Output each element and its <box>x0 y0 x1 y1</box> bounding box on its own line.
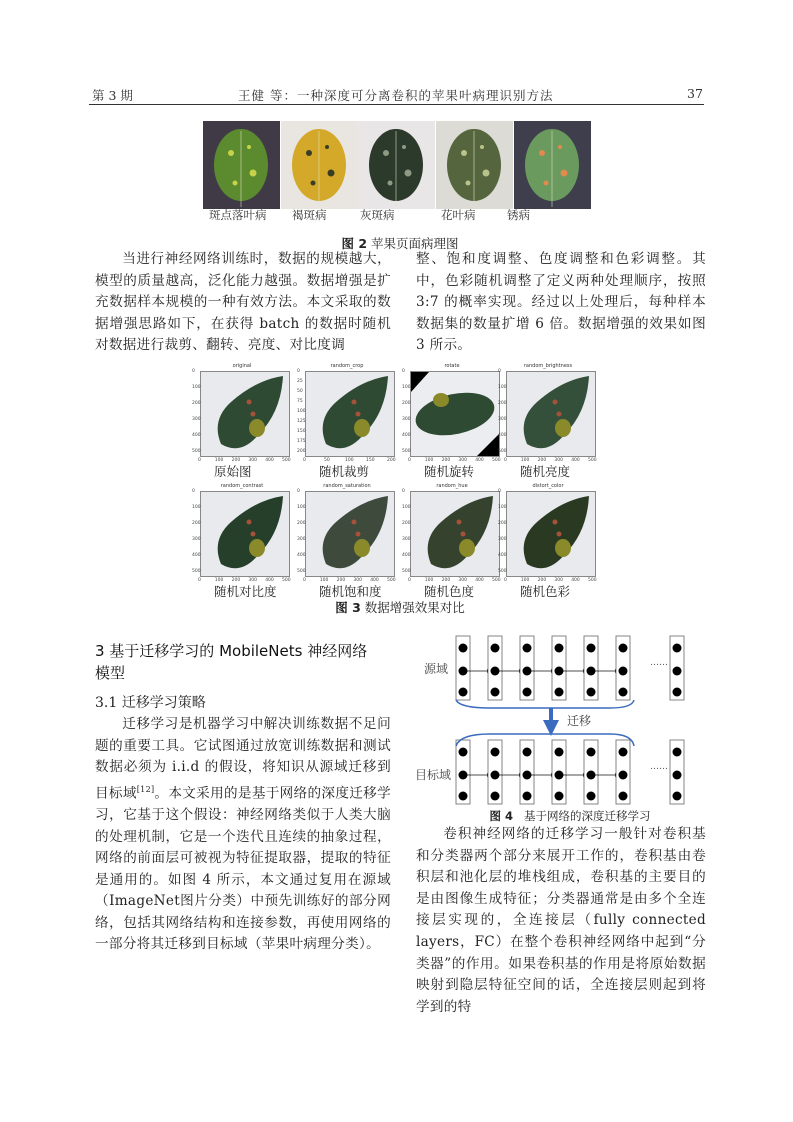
source-neuron <box>523 644 532 653</box>
y-tick-label: 100 <box>297 505 306 510</box>
subplot-title: random_contrast <box>220 483 264 489</box>
y-tick-label: 400 <box>402 433 411 438</box>
target-neuron <box>555 771 564 780</box>
lesion <box>354 539 370 557</box>
figure-4-caption <box>470 808 670 824</box>
leaf-label: 花叶病 <box>441 208 476 222</box>
y-tick-label: 0 <box>498 489 501 494</box>
y-tick-label: 500 <box>402 569 411 574</box>
y-tick-label: 400 <box>297 553 306 558</box>
subplot-label: 随机对比度 <box>214 584 277 599</box>
x-tick-label: 300 <box>248 578 257 583</box>
spot <box>557 412 562 417</box>
x-tick-label: 400 <box>265 458 274 463</box>
spot <box>251 532 256 537</box>
x-tick-label: 300 <box>353 578 362 583</box>
source-neuron <box>459 688 468 697</box>
leaf-spot <box>558 145 562 149</box>
x-tick-label: 100 <box>214 578 224 583</box>
y-tick-label: 100 <box>192 505 201 510</box>
leaf-spot <box>483 170 490 177</box>
spot <box>356 532 361 537</box>
paragraph-transfer-learning <box>95 714 391 956</box>
y-tick-label: 500 <box>498 569 507 574</box>
augmentation-subplot <box>402 363 502 479</box>
target-neuron <box>459 748 468 757</box>
subplot-image <box>305 371 395 457</box>
target-neuron <box>673 771 682 780</box>
y-tick-label: 400 <box>498 553 507 558</box>
x-tick-label: 500 <box>282 578 291 583</box>
y-tick-label: 500 <box>192 569 201 574</box>
lesion <box>459 539 475 557</box>
leaf-photo <box>203 121 280 209</box>
leaf-label: 灰斑病 <box>360 208 395 222</box>
leaf-shape <box>524 496 589 568</box>
y-tick-label: 100 <box>402 505 411 510</box>
target-neuron <box>555 792 564 801</box>
x-tick-label: 400 <box>571 578 580 583</box>
augmentation-subplot <box>192 363 292 479</box>
paragraph-text-b: 。本文采用的是基于网络的深度迁移学习，它基于这个假设：神经网络类似于人类大脑的处理机制，它是一个迭代且连续的抽象过程，网络的前面层可被视为特征提取器，提取的特征是通用的。如图 4 所示，本文通过复用在源域（ImageNet图片分类）中预先训练好的部分网络，包括其网络结构和连接参数，再使用网络的一部分将其迁移到目标域（苹果叶病理分类）。 <box>95 785 391 953</box>
lesion <box>555 539 571 557</box>
y-tick-label: 175 <box>297 439 306 444</box>
y-tick-label: 300 <box>192 537 201 542</box>
y-tick-label: 300 <box>498 537 507 542</box>
citation-ref[interactable]: [12] <box>136 784 155 794</box>
issue-number: 第 3 期 <box>92 88 133 103</box>
target-neuron <box>673 748 682 757</box>
source-neuron <box>619 667 628 676</box>
x-tick-label: 100 <box>520 578 530 583</box>
y-tick-label: 0 <box>498 369 501 374</box>
y-tick-label: 0 <box>192 369 195 374</box>
x-tick-label: 400 <box>370 578 379 583</box>
leaf-spot <box>388 181 393 186</box>
x-tick-label: 100 <box>424 578 434 583</box>
page-number: 37 <box>687 86 703 101</box>
source-neuron <box>587 667 596 676</box>
source-neuron <box>459 667 468 676</box>
y-tick-label: 150 <box>297 429 306 434</box>
leaf-label: 褐斑病 <box>292 208 327 222</box>
leaf-spot <box>480 145 484 149</box>
subplot-label: 原始图 <box>214 464 252 479</box>
subplot-image <box>410 371 500 457</box>
leaf-spot <box>561 170 568 177</box>
source-neuron <box>555 667 564 676</box>
spot <box>352 520 357 525</box>
leaf-spot <box>306 150 312 156</box>
leaf-spot <box>383 150 389 156</box>
x-tick-label: 100 <box>424 458 434 463</box>
augmentation-subplot <box>402 483 502 599</box>
lesion <box>555 419 571 437</box>
y-tick-label: 0 <box>192 489 195 494</box>
subplot-label: 随机裁剪 <box>319 464 370 479</box>
spot <box>557 532 562 537</box>
x-tick-label: 0 <box>504 458 507 463</box>
x-tick-label: 100 <box>345 458 354 463</box>
y-tick-label: 500 <box>192 449 201 454</box>
subplot-label: 随机亮度 <box>520 464 571 479</box>
x-tick-label: 0 <box>303 578 306 583</box>
y-tick-label: 300 <box>402 537 411 542</box>
source-neuron <box>587 688 596 697</box>
augmentation-subplot <box>498 483 598 599</box>
x-tick-label: 0 <box>408 458 411 463</box>
y-tick-label: 500 <box>297 569 306 574</box>
x-tick-label: 0 <box>198 578 201 583</box>
y-tick-label: 300 <box>297 537 306 542</box>
target-neuron <box>491 748 500 757</box>
paragraph-text: 卷积神经网络的迁移学习一般针对卷积基和分类器两个部分来展开工作的，卷积基由卷积层和池化层的堆栈组成，卷积基的主要目的是由图像生成特征；分类器通常是由多个全连接层实现的，全连接层（fully connected layers，FC）在整个卷积神经网络中起到“分类器”的作用。如果卷积基的作用是将原始数据映射到隐层特征空间的话，全连接层则起到将学到的特 <box>416 826 706 1015</box>
running-title: 王健 等：一种深度可分离卷积的苹果叶病理识别方法 <box>238 88 554 103</box>
target-neuron <box>673 792 682 801</box>
x-tick-label: 300 <box>458 458 467 463</box>
figure-4 <box>410 628 710 823</box>
spot <box>356 412 361 417</box>
target-ellipsis: …… <box>650 762 668 772</box>
paragraph-text: 当进行神经网络训练时，数据的规模越大，模型的质量越高，泛化能力越强。数据增强是扩充数据样本规模的一种有效方法。本文采取的数据增强思路如下，在获得 batch 的数据时随机对数据进行裁剪、翻转、亮度、对比度调 <box>95 251 391 354</box>
lesion <box>249 539 265 557</box>
x-tick-label: 200 <box>231 578 241 583</box>
x-tick-label: 100 <box>520 458 530 463</box>
x-tick-label: 150 <box>366 458 375 463</box>
target-neuron <box>523 792 532 801</box>
source-neuron <box>523 688 532 697</box>
spot <box>553 400 558 405</box>
paragraph-data-augmentation-left <box>95 249 391 357</box>
leaf-spot <box>325 145 329 149</box>
leaf-shape <box>323 376 388 448</box>
source-ellipsis: …… <box>650 658 668 668</box>
y-tick-label: 400 <box>402 553 411 558</box>
y-tick-label: 300 <box>402 417 411 422</box>
y-tick-label: 500 <box>498 449 507 454</box>
leaf-spot <box>228 150 234 156</box>
y-tick-label: 400 <box>498 433 507 438</box>
x-tick-label: 400 <box>265 578 274 583</box>
leaf-label: 锈病 <box>507 208 530 222</box>
figure-3-caption <box>250 598 550 616</box>
x-tick-label: 500 <box>282 458 291 463</box>
target-neuron <box>587 748 596 757</box>
augmentation-subplot <box>498 363 598 479</box>
leaf-photo <box>358 121 435 209</box>
figure-4-number: 图 4 <box>489 809 514 823</box>
y-tick-label: 200 <box>498 401 507 406</box>
subplot-image <box>200 491 290 577</box>
target-neuron <box>619 771 628 780</box>
y-tick-label: 200 <box>297 449 306 454</box>
source-neuron <box>673 688 682 697</box>
subsection-3-1-heading: 3.1 迁移学习策略 <box>95 695 206 711</box>
subplot-label: 随机色度 <box>424 584 475 599</box>
target-neuron <box>459 771 468 780</box>
y-tick-label: 0 <box>402 369 405 374</box>
x-tick-label: 500 <box>492 578 501 583</box>
target-neuron <box>587 771 596 780</box>
source-neuron <box>555 688 564 697</box>
x-tick-label: 100 <box>214 458 224 463</box>
subplot-title: random_brightness <box>523 363 573 369</box>
y-tick-label: 100 <box>192 385 201 390</box>
header-rule <box>89 104 704 105</box>
y-tick-label: 200 <box>192 401 201 406</box>
target-neuron <box>523 771 532 780</box>
y-tick-label: 200 <box>192 521 201 526</box>
subplot-title: random_hue <box>436 483 468 489</box>
x-tick-label: 400 <box>571 458 580 463</box>
leaf-photo <box>514 121 591 209</box>
augmentation-subplot <box>192 483 292 599</box>
source-neuron <box>619 688 628 697</box>
y-tick-label: 200 <box>498 521 507 526</box>
section-3-heading-line1: 3 基于迁移学习的 MobileNets 神经网络 <box>95 642 368 660</box>
leaf-shape <box>524 376 589 448</box>
paragraph-data-augmentation-right <box>416 249 706 357</box>
source-neuron <box>619 644 628 653</box>
subplot-image <box>305 491 395 577</box>
target-neuron <box>619 792 628 801</box>
source-neuron <box>491 644 500 653</box>
leaf-spot <box>311 181 316 186</box>
x-tick-label: 200 <box>336 578 346 583</box>
source-neuron <box>587 644 596 653</box>
target-neuron <box>491 771 500 780</box>
spot <box>247 520 252 525</box>
leaf-spot <box>461 150 467 156</box>
subplot-title: random_saturation <box>323 483 371 489</box>
y-tick-label: 400 <box>192 553 201 558</box>
target-neuron <box>523 748 532 757</box>
x-tick-label: 500 <box>588 578 597 583</box>
subplot-image <box>506 371 596 457</box>
x-tick-label: 200 <box>537 578 547 583</box>
paragraph-text-a: 迁移学习是机器学习中解决训练数据不足问题的重要工具。它试图通过放宽训练数据和测试数据必须为 i.i.d 的假设，将知识从源域迁移到目标域 <box>95 716 391 802</box>
y-tick-label: 100 <box>498 385 507 390</box>
x-tick-label: 300 <box>248 458 257 463</box>
subplot-image <box>506 491 596 577</box>
leaf-spot <box>405 170 412 177</box>
x-tick-label: 0 <box>303 458 306 463</box>
source-neuron <box>673 667 682 676</box>
x-tick-label: 300 <box>554 458 563 463</box>
y-tick-label: 0 <box>297 369 300 374</box>
section-3-heading-line2: 模型 <box>95 664 126 682</box>
spot <box>461 532 466 537</box>
source-neuron <box>491 688 500 697</box>
leaf-spot <box>250 170 257 177</box>
y-tick-label: 100 <box>498 505 507 510</box>
figure-4-text: 基于网络的深度迁移学习 <box>523 809 651 823</box>
subplot-title: rotate <box>444 363 460 369</box>
transfer-label: 迁移 <box>567 714 592 728</box>
target-brace <box>456 734 634 746</box>
lesion <box>354 419 370 437</box>
target-domain-label: 目标域 <box>415 768 452 782</box>
paragraph-cnn-transfer <box>416 824 706 1018</box>
leaf-spot <box>233 181 238 186</box>
x-tick-label: 100 <box>319 578 329 583</box>
source-domain-label: 源域 <box>424 662 449 676</box>
y-tick-label: 300 <box>192 417 201 422</box>
subplot-title: distort_color <box>532 483 564 489</box>
figure-3-number: 图 3 <box>335 600 361 615</box>
target-neuron <box>587 792 596 801</box>
source-neuron <box>491 667 500 676</box>
x-tick-label: 400 <box>475 578 484 583</box>
leaf-shape <box>323 496 388 568</box>
lesion <box>249 419 265 437</box>
y-tick-label: 100 <box>402 385 411 390</box>
leaf-spot <box>247 145 251 149</box>
augmentation-subplot <box>297 483 397 599</box>
spot <box>352 400 357 405</box>
leaf-spot <box>328 170 335 177</box>
source-neuron <box>523 667 532 676</box>
y-tick-label: 100 <box>297 409 306 414</box>
y-tick-label: 200 <box>402 521 411 526</box>
subplot-image <box>410 491 500 577</box>
y-tick-label: 200 <box>297 521 306 526</box>
leaf-shape <box>218 496 283 568</box>
target-neuron <box>619 748 628 757</box>
subplot-image <box>200 371 290 457</box>
paragraph-text: 整、饱和度调整、色度调整和色彩调整。其中，色彩随机调整了定义两种处理顺序，按照 3:7 的概率实现。经过以上处理后，每种样本数据集的数量扩增 6 倍。数据增强的效果如图 3 所示。 <box>416 251 706 354</box>
subplot-title: original <box>232 363 252 369</box>
leaf-label: 斑点落叶病 <box>209 208 267 222</box>
subplot-label: 随机旋转 <box>424 464 475 479</box>
target-neuron <box>491 792 500 801</box>
y-tick-label: 75 <box>297 399 303 404</box>
x-tick-label: 0 <box>408 578 411 583</box>
source-brace <box>456 700 634 708</box>
y-tick-label: 0 <box>297 489 300 494</box>
x-tick-label: 200 <box>537 458 547 463</box>
y-tick-label: 400 <box>192 433 201 438</box>
y-tick-label: 200 <box>402 401 411 406</box>
x-tick-label: 500 <box>387 578 396 583</box>
x-tick-label: 200 <box>441 458 451 463</box>
spot <box>457 520 462 525</box>
leaf-photo <box>436 121 513 209</box>
leaf-spot <box>544 181 549 186</box>
target-neuron <box>555 748 564 757</box>
subplot-label: 随机饱和度 <box>319 584 382 599</box>
source-neuron <box>555 644 564 653</box>
leaf-shape <box>428 496 493 568</box>
source-neuron <box>673 644 682 653</box>
leaf-photo <box>281 121 358 209</box>
y-tick-label: 125 <box>297 419 306 424</box>
section-3-heading <box>95 640 395 684</box>
x-tick-label: 200 <box>231 458 241 463</box>
x-tick-label: 300 <box>554 578 563 583</box>
spot <box>247 400 252 405</box>
x-tick-label: 400 <box>475 458 484 463</box>
y-tick-label: 50 <box>297 389 303 394</box>
x-tick-label: 300 <box>458 578 467 583</box>
y-tick-label: 500 <box>402 449 411 454</box>
augmentation-subplot <box>297 363 397 479</box>
x-tick-label: 500 <box>588 458 597 463</box>
target-neuron <box>459 792 468 801</box>
x-tick-label: 500 <box>492 458 501 463</box>
source-neuron <box>459 644 468 653</box>
subplot-title: random_crop <box>330 363 364 369</box>
y-tick-label: 0 <box>402 489 405 494</box>
y-tick-label: 300 <box>498 417 507 422</box>
figure-3-text: 数据增强效果对比 <box>364 600 465 615</box>
x-tick-label: 200 <box>387 458 396 463</box>
leaf-spot <box>466 181 471 186</box>
spot <box>251 412 256 417</box>
x-tick-label: 0 <box>504 578 507 583</box>
x-tick-label: 200 <box>441 578 451 583</box>
spot <box>553 520 558 525</box>
subplot-label: 随机色彩 <box>520 584 571 599</box>
y-tick-label: 25 <box>297 379 303 384</box>
x-tick-label: 0 <box>198 458 201 463</box>
x-tick-label: 50 <box>324 458 330 463</box>
leaf-spot <box>402 145 406 149</box>
lesion <box>433 393 449 407</box>
figure-2-text: 苹果页面病理图 <box>371 236 459 251</box>
figure-2-number: 图 2 <box>341 236 368 251</box>
leaf-shape <box>218 376 283 448</box>
leaf-spot <box>539 150 545 156</box>
